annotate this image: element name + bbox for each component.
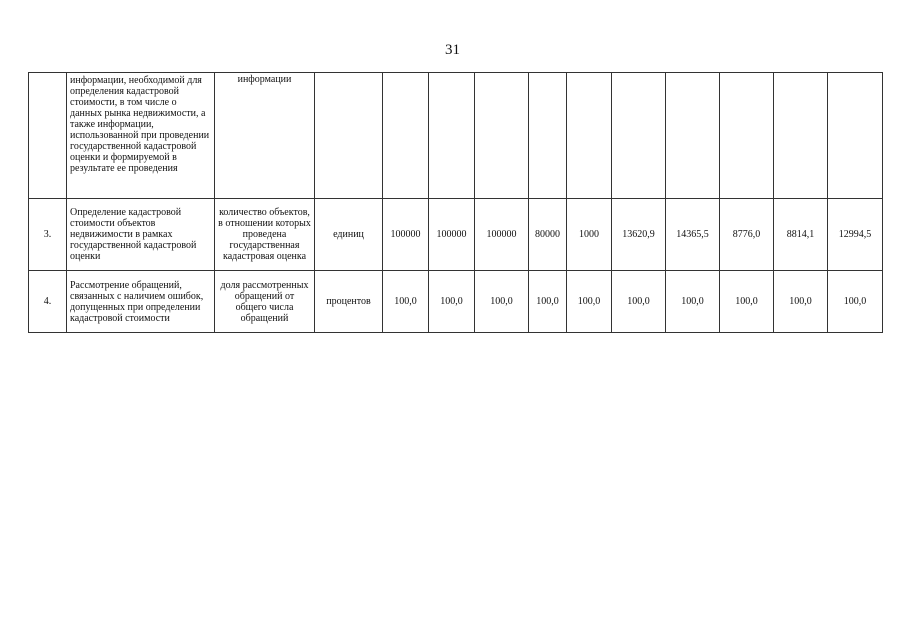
value-cell: 100,0 bbox=[429, 271, 475, 333]
activity-name-cell: информации, необходимой для определения кадастровой стоимости, в том числе о данных рынка недвижимости, а также информации, использованной при проведении государственной кадастровой оценки и формируемой в результате ее проведения bbox=[67, 73, 215, 199]
value-cell: 100,0 bbox=[383, 271, 429, 333]
value-cell bbox=[774, 73, 828, 199]
value-cell bbox=[666, 73, 720, 199]
value-cell: 100,0 bbox=[774, 271, 828, 333]
value-cell: 100,0 bbox=[567, 271, 612, 333]
page-number: 31 bbox=[445, 42, 460, 58]
value-cell: 80000 bbox=[529, 199, 567, 271]
value-cell: 8776,0 bbox=[720, 199, 774, 271]
activity-name-cell: Определение кадастровой стоимости объектов недвижимости в рамках государственной кадастровой оценки bbox=[67, 199, 215, 271]
value-cell bbox=[429, 73, 475, 199]
value-cell: 100,0 bbox=[666, 271, 720, 333]
indicator-table bbox=[28, 72, 883, 333]
activity-name-cell: Рассмотрение обращений, связанных с наличием ошибок, допущенных при определении кадастровой стоимости bbox=[67, 271, 215, 333]
value-cell: 100000 bbox=[429, 199, 475, 271]
value-cell: 1000 bbox=[567, 199, 612, 271]
value-cell: 100000 bbox=[383, 199, 429, 271]
unit-cell: единиц bbox=[315, 199, 383, 271]
table-row bbox=[29, 271, 883, 333]
table-row-continuation bbox=[29, 73, 883, 199]
value-cell: 100,0 bbox=[720, 271, 774, 333]
value-cell bbox=[828, 73, 883, 199]
row-number-cell bbox=[29, 73, 67, 199]
value-cell bbox=[529, 73, 567, 199]
indicator-name-cell: доля рассмотренных обращений от общего числа обращений bbox=[215, 271, 315, 333]
value-cell bbox=[383, 73, 429, 199]
row-number-cell: 3. bbox=[29, 199, 67, 271]
unit-cell bbox=[315, 73, 383, 199]
value-cell bbox=[567, 73, 612, 199]
indicator-name-cell: информации bbox=[215, 73, 315, 199]
value-cell bbox=[720, 73, 774, 199]
value-cell: 13620,9 bbox=[612, 199, 666, 271]
value-cell bbox=[612, 73, 666, 199]
value-cell: 100,0 bbox=[529, 271, 567, 333]
value-cell: 100,0 bbox=[828, 271, 883, 333]
value-cell: 8814,1 bbox=[774, 199, 828, 271]
table-row bbox=[29, 199, 883, 271]
value-cell: 12994,5 bbox=[828, 199, 883, 271]
unit-cell: процентов bbox=[315, 271, 383, 333]
value-cell: 14365,5 bbox=[666, 199, 720, 271]
value-cell: 100,0 bbox=[612, 271, 666, 333]
value-cell bbox=[475, 73, 529, 199]
row-number-cell: 4. bbox=[29, 271, 67, 333]
value-cell: 100,0 bbox=[475, 271, 529, 333]
value-cell: 100000 bbox=[475, 199, 529, 271]
indicator-name-cell: количество объектов, в отношении которых проведена государственная кадастровая оценка bbox=[215, 199, 315, 271]
